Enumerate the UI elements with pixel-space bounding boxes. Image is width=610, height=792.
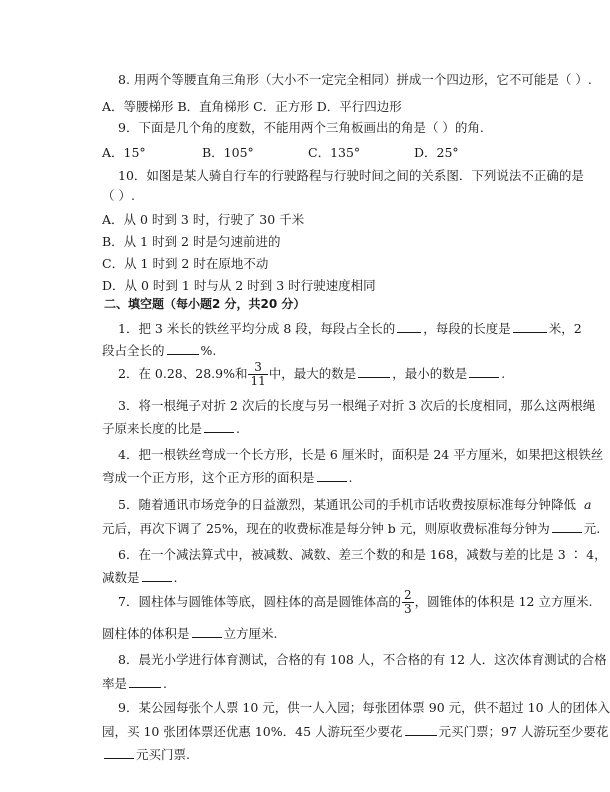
mc-q10-stem-cont: （ ）. <box>102 188 135 203</box>
answer-blank <box>552 520 582 533</box>
fraction <box>248 361 267 388</box>
fill-q8-text: . <box>163 676 167 691</box>
fill-q4-text: 弯成一个正方形，这个正方形的面积是 <box>102 470 315 485</box>
mc-q9-option-b: B．105° <box>202 145 254 160</box>
fill-q1-text: 米，2 <box>548 321 582 336</box>
answer-blank <box>192 625 222 638</box>
fill-q1-text: 1．把 3 米长的铁丝平均分成 8 段，每段占全长的 <box>118 321 396 336</box>
fill-q7-text: 7．圆柱体与圆锥体等底，圆柱体的高是圆锥体高的 <box>118 594 401 609</box>
fill-q8-text: 率是 <box>102 676 128 691</box>
fill-q1-text: %. <box>200 343 217 358</box>
fill-q8-line2 <box>102 675 167 692</box>
fill-q7-text: 圆柱体的体积是 <box>102 626 190 641</box>
fraction-denominator: 3 <box>403 602 412 616</box>
answer-blank <box>358 365 390 378</box>
answer-blank <box>104 746 134 759</box>
fill-q4-line2 <box>102 469 353 486</box>
mc-q9-stem: 9．下面是几个角的度数，不能用两个三角板画出的角是（ ）的角. <box>118 120 484 135</box>
fill-q6-line1: 6．在一个减法算式中，被减数、减数、差三个数的和是 168，减数与差的比是 3 ∶ 4， <box>118 547 607 562</box>
fill-q2-text: ，最小的数是 <box>392 366 468 381</box>
fraction-denominator: 11 <box>250 374 266 388</box>
fill-q5-variable: a <box>583 497 592 512</box>
fill-q5-text: 元. <box>583 521 601 536</box>
fill-q4-line1: 4．把一根铁丝弯成一个长方形，长是 6 厘米时，面积是 24 平方厘米，如果把这根铁丝 <box>118 447 604 462</box>
fill-q9-text: 园，买 10 张团体票还优惠 10%．45 人游玩至少要花 <box>102 724 403 739</box>
mc-q8-stem: 8. 用两个等腰直角三角形（大小不一定完全相同）拼成一个四边形，它不可能是（ ）. <box>118 72 592 87</box>
fill-q3-text: 子原来长度的比是 <box>102 421 203 436</box>
mc-q10-option-b: B．从 1 时到 2 时是匀速前进的 <box>102 234 281 249</box>
fill-q3-text: . <box>236 421 240 436</box>
fill-q3-line1: 3．将一根绳子对折 2 次后的长度与另一根绳子对折 3 次后的长度相同，那么这两根绳 <box>118 398 596 413</box>
fraction <box>402 589 414 616</box>
mc-q9-option-d: D．25° <box>414 145 459 160</box>
fill-q7-text: 立方厘米. <box>223 626 278 641</box>
mc-q10-option-d: D．从 0 时到 1 时与从 2 时到 3 时行驶速度相同 <box>102 278 376 293</box>
fill-q1-text: ，每段的长度是 <box>423 321 511 336</box>
fill-q9-text: 元买门票；97 人游玩至少要花 <box>438 724 609 739</box>
fill-q2-text: . <box>501 366 506 381</box>
fill-q8-line1: 8．晨光小学进行体育测试，合格的有 108 人，不合格的有 12 人．这次体育测试的合格 <box>118 652 607 667</box>
fill-q7-text: ，圆锥体的体积是 12 立方厘米. <box>414 594 593 609</box>
fill-q2-text: 中，最大的数是 <box>268 366 357 381</box>
fill-q2-text: 2．在 0.28、28.9%和 <box>118 366 248 381</box>
fill-q2-line <box>118 352 505 396</box>
answer-blank <box>129 675 161 688</box>
fill-q4-text: . <box>348 470 353 485</box>
fill-q7-line2 <box>102 625 278 642</box>
answer-blank <box>204 420 234 433</box>
mc-q10-option-a: A．从 0 时到 3 时，行驶了 30 千米 <box>102 212 305 227</box>
fill-q5-text: 5．随着通讯市场竞争的日益激烈，某通讯公司的手机市话收费按原标准每分钟降低 <box>118 497 576 512</box>
answer-blank <box>513 320 547 333</box>
fill-q1-line1 <box>118 320 582 337</box>
answer-blank <box>397 320 421 333</box>
answer-blank <box>469 365 499 378</box>
answer-blank <box>405 723 437 736</box>
fill-q7-line1 <box>118 580 592 624</box>
fill-q6-text: 减数是 <box>102 570 140 585</box>
fill-q9-line1: 9．某公园每张个人票 10 元，供一人入园；每张团体票 90 元，供不超过 10 人的团体入 <box>118 700 610 715</box>
mc-q9-option-a: A．15° <box>102 145 146 160</box>
fill-q5-line1 <box>118 497 591 513</box>
mc-q9-option-c: C．135° <box>308 145 361 160</box>
fill-q9-text: 元买门票. <box>136 747 190 762</box>
mc-q8-options: A．等腰梯形 B．直角梯形 C．正方形 D．平行四边形 <box>102 99 402 114</box>
answer-blank <box>317 469 347 482</box>
fill-q1-text: 段占全长的 <box>102 343 165 358</box>
fill-q9-line3 <box>102 746 190 763</box>
mc-q10-stem: 10．如图是某人骑自行车的行驶路程与行驶时间之间的关系图．下列说法不正确的是 <box>118 168 584 183</box>
fill-q3-line2 <box>102 420 240 437</box>
section-heading-fill-in: 二、填空题（每小题2 分，共20 分） <box>104 297 306 311</box>
fill-q9-line2 <box>102 723 608 740</box>
fill-q6-text: . <box>173 570 178 585</box>
fill-q5-text: 元后，再次下调了 25%，现在的收费标准是每分钟 b 元，则原收费标准每分钟为 <box>102 521 550 536</box>
mc-q10-option-c: C．从 1 时到 2 时在原地不动 <box>102 256 269 271</box>
fill-q5-line2 <box>102 520 600 537</box>
fraction-numerator: 2 <box>403 588 412 602</box>
fraction-numerator: 3 <box>248 361 267 375</box>
